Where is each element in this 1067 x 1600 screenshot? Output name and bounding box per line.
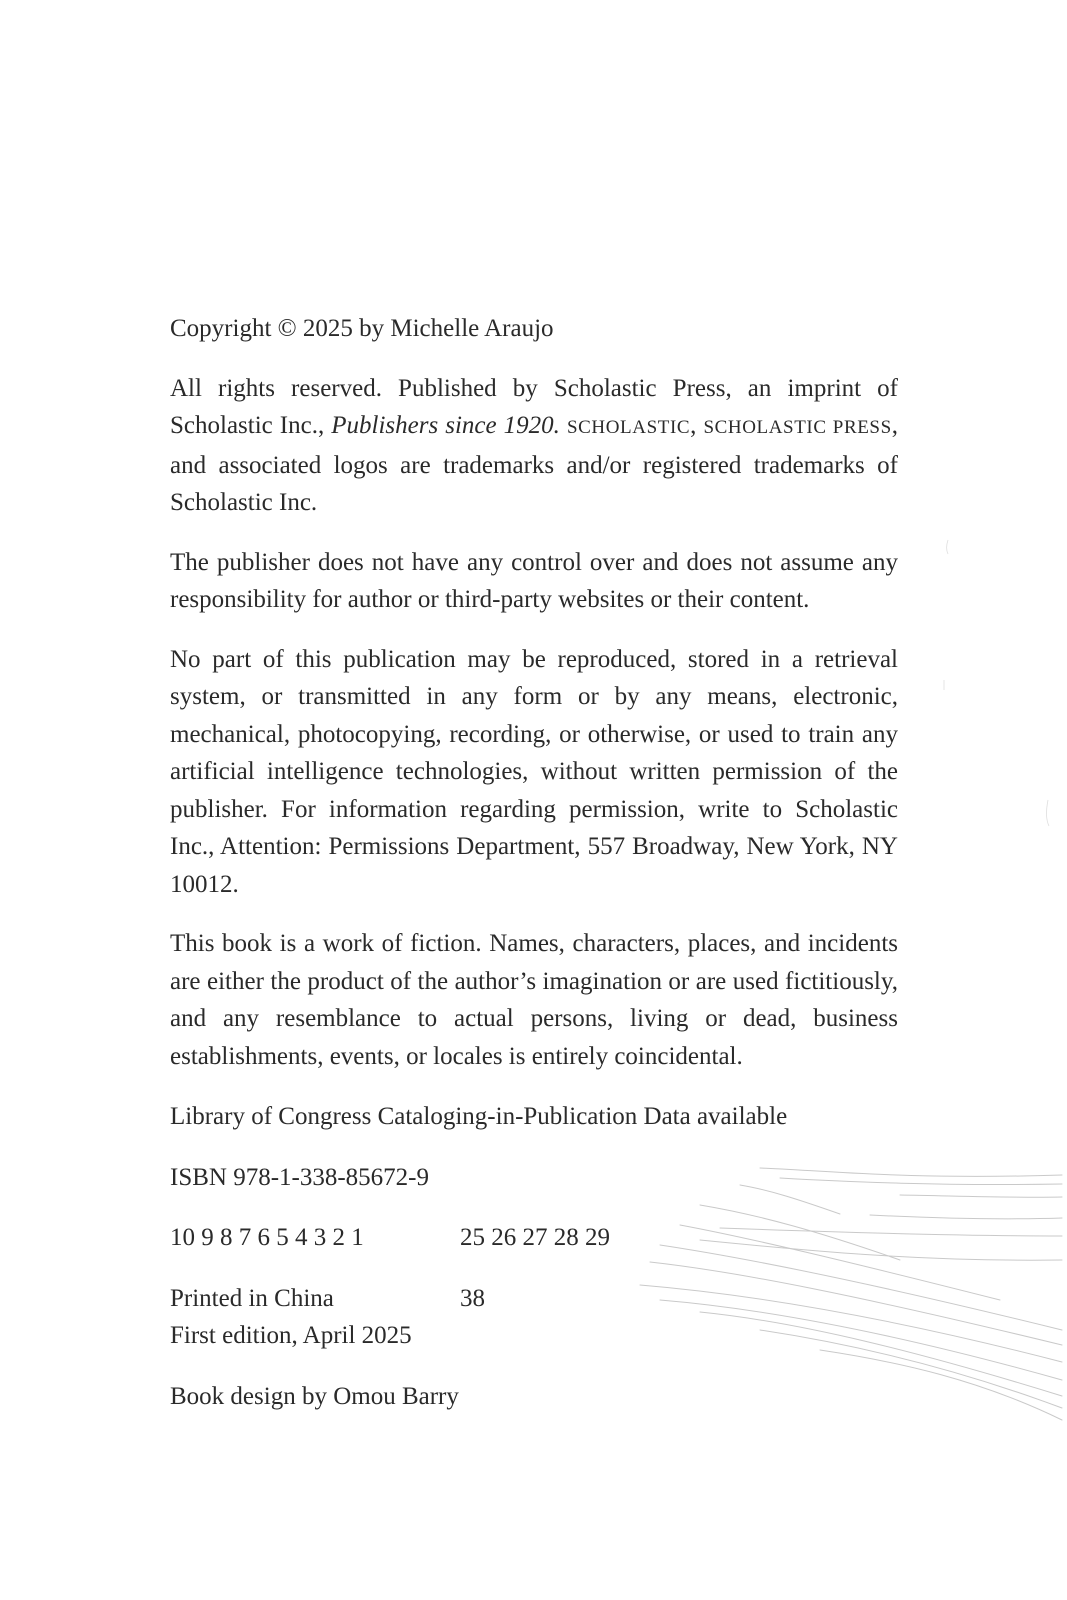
rights-paragraph — [170, 370, 898, 522]
printer-code: 38 — [460, 1284, 485, 1312]
rights-smallcaps-1: SCHOLASTIC — [566, 417, 691, 438]
rights-text-4: , and associated logos are trademarks and/or registered trademarks of Scholastic Inc. — [170, 412, 899, 516]
rights-text-1: All rights reserved. Published by Scholastic Press, an imprint of Scholastic Inc., — [170, 374, 898, 439]
fiction-paragraph: This book is a work of fiction. Names, characters, places, and incidents are either the product of the author’s imagination or are used fictitiously, and any resemblance to actual persons, living or dead, business establishments, events, or locales is entirely coincidental. — [170, 930, 898, 1070]
reproduction-paragraph: No part of this publication may be reproduced, stored in a retrieval system, or transmitted in any form or by any means, electronic, mechanical, photocopying, recording, or otherwise, or used to train any artificial intelligence technologies, without written permission of the publisher. For information regarding permission, write to Scholastic Inc., Attention: Permissions Department, 557 Broadway, New York, NY 10012. — [170, 645, 898, 898]
rights-italic: Publishers since 1920. — [331, 412, 560, 439]
loc-line: Library of Congress Cataloging-in-Publication Data available — [170, 1103, 788, 1130]
copyright-line: Copyright © 2025 by Michelle Araujo — [170, 315, 554, 342]
printed-line — [170, 1280, 898, 1318]
rights-text-3: , — [690, 412, 704, 439]
edition-line: First edition, April 2025 — [170, 1322, 412, 1349]
copyright-text-block — [170, 310, 898, 1415]
printing-numbers: 10 9 8 7 6 5 4 3 2 1 — [170, 1224, 364, 1251]
printing-line — [170, 1219, 898, 1257]
printed-country: Printed in China — [170, 1284, 334, 1312]
rights-text-2 — [560, 412, 567, 439]
isbn-line: ISBN 978-1-338-85672-9 — [170, 1163, 430, 1191]
printing-years: 25 26 27 28 29 — [460, 1224, 610, 1251]
publisher-note-paragraph: The publisher does not have any control over and does not assume any responsibility for author or third-party websites or their content. — [170, 548, 898, 613]
design-credit: Book design by Omou Barry — [170, 1382, 459, 1410]
rights-smallcaps-2: SCHOLASTIC PRESS — [703, 417, 892, 438]
